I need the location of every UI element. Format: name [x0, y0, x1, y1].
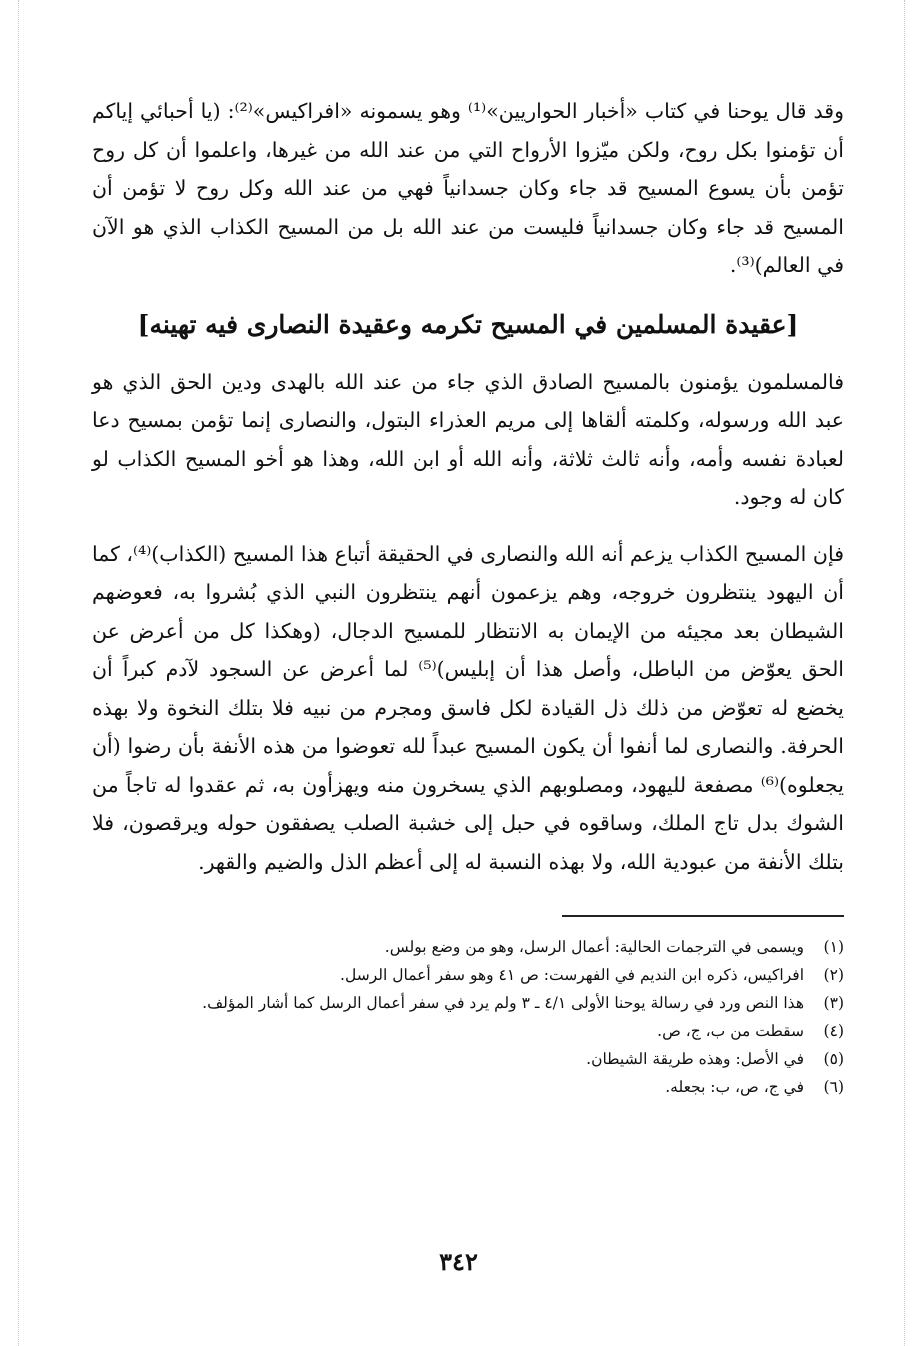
footnote-text: في ج، ص، ب: بجعله. [665, 1078, 804, 1096]
paragraph-1: وقد قال يوحنا في كتاب «أخبار الحواريين»⁽¹⁾ وهو يسمونه «افراكيس»⁽²⁾: (يا أحبائي إياكم أن تؤمنوا بكل روح، ولكن ميّزوا الأرواح التي من عند الله من غيرها، واعلموا أن كل روح تؤمن بأن يسوع المسيح قد جاء وكان جسدانياً فهي من عند الله وكل روح لا تؤمن أن المسيح قد جاء وكان جسدانياً فليست من عند الله بل من المسيح الكذاب الذي هو الآن في العالم)⁽³⁾. [92, 99, 845, 277]
section-heading: [عقيدة المسلمين في المسيح تكرمه وعقيدة النصارى فيه تهينه] [137, 309, 799, 339]
footnote-item [92, 1073, 844, 1101]
footnotes-list [92, 933, 844, 1101]
footnote-number: (١) [823, 938, 844, 956]
footnote-item [92, 961, 844, 989]
footnote-number: (٢) [823, 966, 844, 984]
margin-guide-right [904, 0, 905, 1346]
page-body [92, 92, 844, 1101]
footnote-number: (٥) [823, 1050, 844, 1068]
page-number: ٣٤٢ [439, 1247, 478, 1276]
footnote-number: (٦) [823, 1078, 844, 1096]
footnote-text: هذا النص ورد في رسالة يوحنا الأولى ٤/١ ـ ٣ ولم يرد في سفر أعمال الرسل كما أشار المؤلف. [202, 994, 804, 1012]
footnote-item [92, 933, 844, 961]
footnote-item [92, 1045, 844, 1073]
margin-guide-left [18, 0, 19, 1346]
footnote-text: ويسمى في الترجمات الحالية: أعمال الرسل، وهو من وضع بولس. [384, 938, 804, 956]
paragraph-3: فإن المسيح الكذاب يزعم أنه الله والنصارى في الحقيقة أتباع هذا المسيح (الكذاب)⁽⁴⁾، كما أن اليهود ينتظرون خروجه، وهم يزعمون أنهم ينتظرون النبي الذي بُشروا به، فعوضهم الشيطان بعد مجيئه من الإيمان به الانتظار للمسيح الدجال، (وهكذا كل من أعرض عن الحق يعوّض من الباطل، وأصل هذا أن إبليس)⁽⁵⁾ لما أعرض عن السجود لآدم كبراً أن يخضع له تعوّض من ذلك ذل القيادة لكل فاسق ومجرم من نبيه فلا بتلك النخوة ولا بهذه الحرفة. والنصارى لما أنفوا أن يكون المسيح عبداً لله تعوضوا من هذه الأنفة بأن رضوا (أن يجعلوه)⁽⁶⁾ مصفعة لليهود، ومصلوبهم الذي يسخرون منه ويهزأون به، ثم عقدوا له تاجاً من الشوك بدل تاج الملك، وساقوه في حبل إلى خشبة الصلب يصفقون حوله ويرقصون، فلا بتلك الأنفة من عبودية الله، ولا بهذه النسبة له إلى أعظم الذل والضيم والقهر. [92, 541, 845, 874]
footnote-number: (٤) [823, 1022, 844, 1040]
paragraph-2: فالمسلمون يؤمنون بالمسيح الصادق الذي جاء من عند الله بالهدى ودين الحق الذي هو عبد الله ورسوله، وكلمته ألقاها إلى مريم العذراء البتول، والنصارى إنما تؤمن بمسيح دعا لعبادة نفسه وأمه، وأنه ثالث ثلاثة، وأنه الله أو ابن الله، وهذا هو أخو المسيح الكذاب لو كان له وجود. [92, 369, 844, 509]
footnote-separator [562, 915, 844, 917]
footnote-item [92, 989, 844, 1017]
footnote-text: سقطت من ب، ج، ص. [657, 1022, 804, 1040]
footnote-text: في الأصل: وهذه طريقة الشيطان. [586, 1050, 804, 1068]
footnote-text: افراكيس، ذكره ابن النديم في الفهرست: ص ٤١ وهو سفر أعمال الرسل. [340, 966, 804, 984]
footnote-number: (٣) [823, 994, 844, 1012]
footnote-item [92, 1017, 844, 1045]
